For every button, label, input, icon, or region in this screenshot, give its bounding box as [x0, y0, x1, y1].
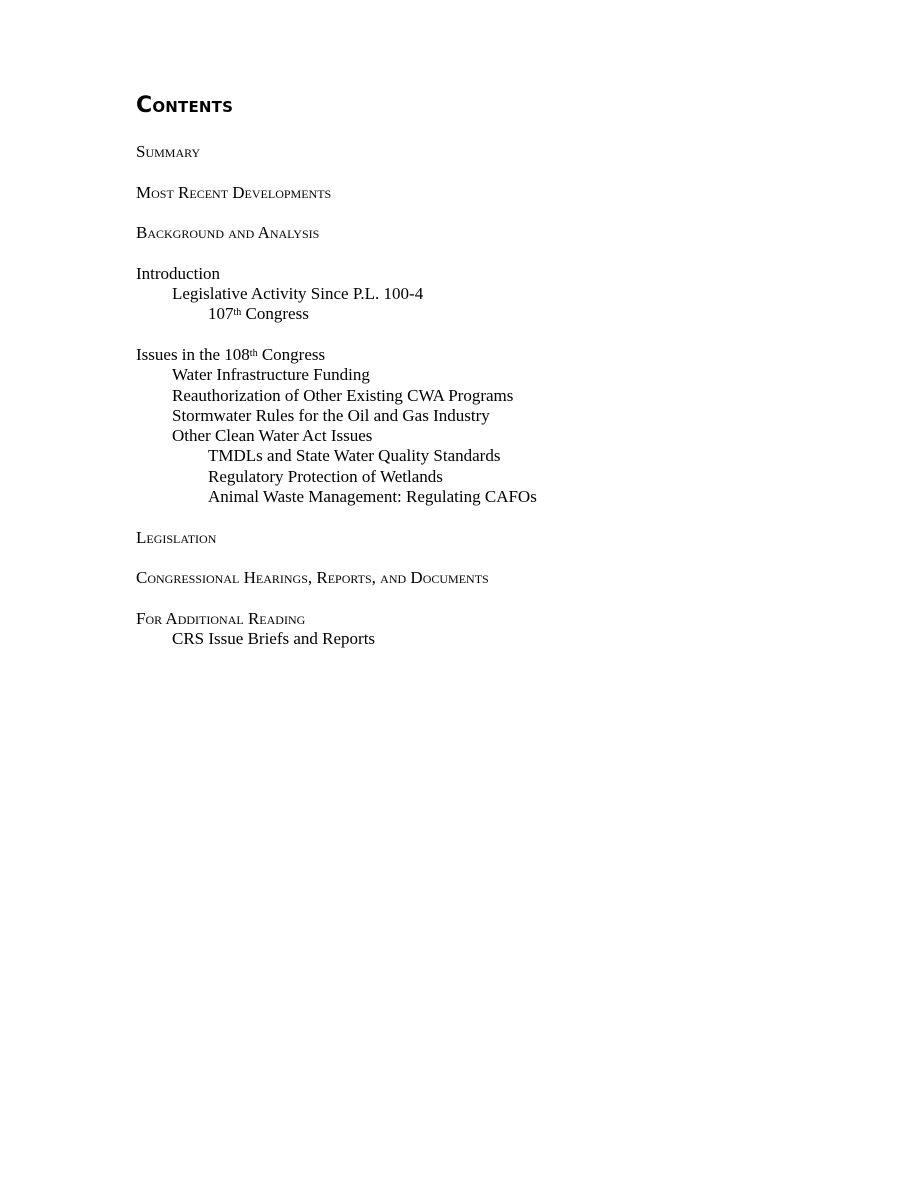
- toc-entry-additional-reading[interactable]: For Additional Reading: [136, 608, 306, 628]
- toc-entry-animal-waste[interactable]: Animal Waste Management: Regulating CAFOs: [208, 487, 537, 507]
- ordinal-suffix: th: [249, 347, 258, 359]
- toc-entry-107-number: 107: [208, 304, 234, 324]
- toc-entry-most-recent-developments[interactable]: Most Recent Developments: [136, 182, 332, 202]
- toc-entry-summary[interactable]: Summary: [136, 142, 201, 161]
- toc-entry-legislative-activity[interactable]: Legislative Activity Since P.L. 100-4: [172, 284, 424, 304]
- table-of-contents: [136, 142, 537, 649]
- toc-entry-wetlands[interactable]: Regulatory Protection of Wetlands: [208, 466, 443, 486]
- toc-entry-other-clean-water-act-issues[interactable]: Other Clean Water Act Issues: [172, 426, 373, 446]
- toc-entry-congressional-hearings[interactable]: Congressional Hearings, Reports, and Documents: [136, 568, 489, 588]
- toc-entry-crs-issue-briefs[interactable]: CRS Issue Briefs and Reports: [172, 629, 376, 649]
- toc-entry-water-infrastructure-funding[interactable]: Water Infrastructure Funding: [172, 365, 370, 385]
- toc-entry-issues-108th-congress[interactable]: [136, 345, 537, 365]
- toc-entry-tmdls[interactable]: TMDLs and State Water Quality Standards: [208, 446, 501, 466]
- ordinal-suffix: th: [233, 307, 242, 319]
- toc-entry-introduction[interactable]: Introduction: [136, 263, 221, 283]
- toc-entry-background-and-analysis[interactable]: Background and Analysis: [136, 223, 320, 243]
- toc-entry-stormwater-rules[interactable]: Stormwater Rules for the Oil and Gas Industry: [172, 405, 490, 425]
- toc-entry-108-rest: Congress: [257, 344, 326, 364]
- toc-entry-legislation[interactable]: Legislation: [136, 527, 217, 547]
- contents-heading: Contents: [136, 93, 234, 118]
- toc-entry-107-rest: Congress: [241, 304, 309, 324]
- toc-entry-108-prefix: Issues in the 108: [136, 344, 250, 364]
- toc-entry-107th-congress[interactable]: [136, 304, 537, 324]
- toc-entry-reauthorization[interactable]: Reauthorization of Other Existing CWA Programs: [172, 385, 514, 405]
